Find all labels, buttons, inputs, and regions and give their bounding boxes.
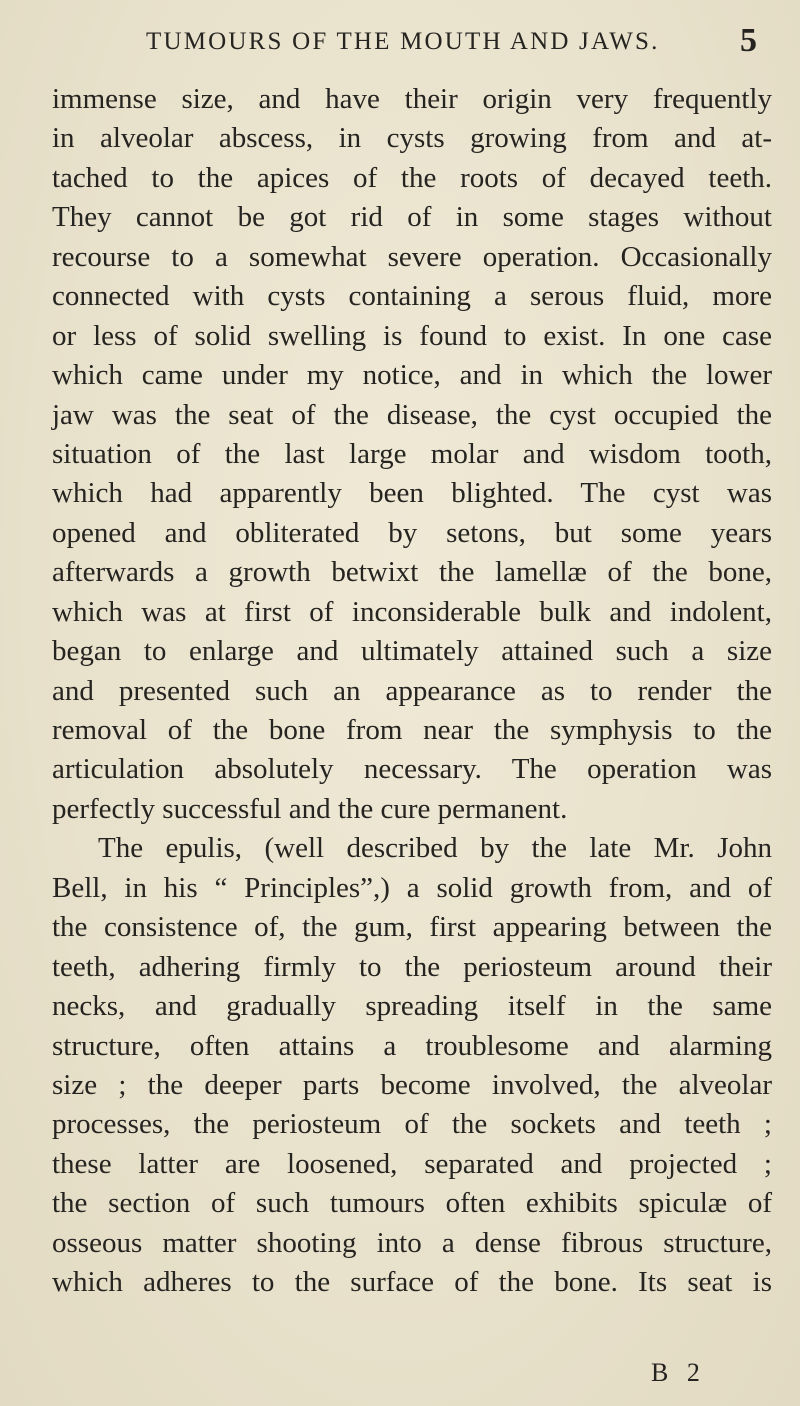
text-line: processes, the periosteum of the sockets and teeth ; (52, 1108, 772, 1141)
text-line: Bell, in his “ Principles”,) a solid growth from, and of (52, 871, 772, 904)
text-line: size ; the deeper parts become involved, the alveolar (52, 1068, 772, 1101)
running-title: TUMOURS OF THE MOUTH AND JAWS. (146, 28, 660, 55)
text-line: connected with cysts containing a serous fluid, more (52, 280, 772, 313)
text-line: They cannot be got rid of in some stages without (52, 201, 772, 234)
text-line: structure, often attains a troublesome and alarming (52, 1029, 772, 1062)
text-line: situation of the last large molar and wisdom tooth, (52, 437, 772, 470)
text-line: opened and obliterated by setons, but some years (52, 516, 772, 549)
paragraph-start-line: The epulis, (well described by the late Mr. John (98, 832, 772, 865)
running-head (146, 28, 706, 60)
text-line: which adheres to the surface of the bone. Its seat is (52, 1266, 772, 1299)
text-line: the section of such tumours often exhibits spiculæ of (52, 1187, 772, 1220)
text-line: which was at first of inconsiderable bulk and indolent, (52, 595, 772, 628)
text-line: the consistence of, the gum, first appearing between the (52, 911, 772, 944)
text-line: jaw was the seat of the disease, the cyst occupied the (52, 398, 772, 431)
text-line: which came under my notice, and in which the lower (52, 359, 772, 392)
page-number: 5 (740, 22, 757, 59)
text-line: began to enlarge and ultimately attained such a size (52, 635, 772, 668)
text-line: in alveolar abscess, in cysts growing from and at- (52, 122, 772, 155)
text-line: osseous matter shooting into a dense fibrous structure, (52, 1226, 772, 1259)
text-line: or less of solid swelling is found to exist. In one case (52, 319, 772, 352)
text-line: necks, and gradually spreading itself in the same (52, 990, 772, 1023)
text-line: removal of the bone from near the symphysis to the (52, 714, 772, 746)
text-line: teeth, adhering firmly to the periosteum around their (52, 950, 772, 983)
text-line: articulation absolutely necessary. The operation was (52, 753, 772, 786)
text-line: which had apparently been blighted. The cyst was (52, 477, 772, 510)
text-line: afterwards a growth betwixt the lamellæ of the bone, (52, 556, 772, 589)
text-line: tached to the apices of the roots of decayed teeth. (52, 161, 772, 194)
text-line: and presented such an appearance as to render the (52, 674, 772, 707)
body-text (52, 80, 772, 1303)
text-line: these latter are loosened, separated and projected ; (52, 1147, 772, 1180)
paragraph-end-line: perfectly successful and the cure permanent. (52, 792, 568, 825)
signature-mark: B 2 (651, 1358, 706, 1387)
text-line: recourse to a somewhat severe operation. Occasionally (52, 240, 772, 273)
text-line: immense size, and have their origin very frequently (52, 83, 772, 115)
